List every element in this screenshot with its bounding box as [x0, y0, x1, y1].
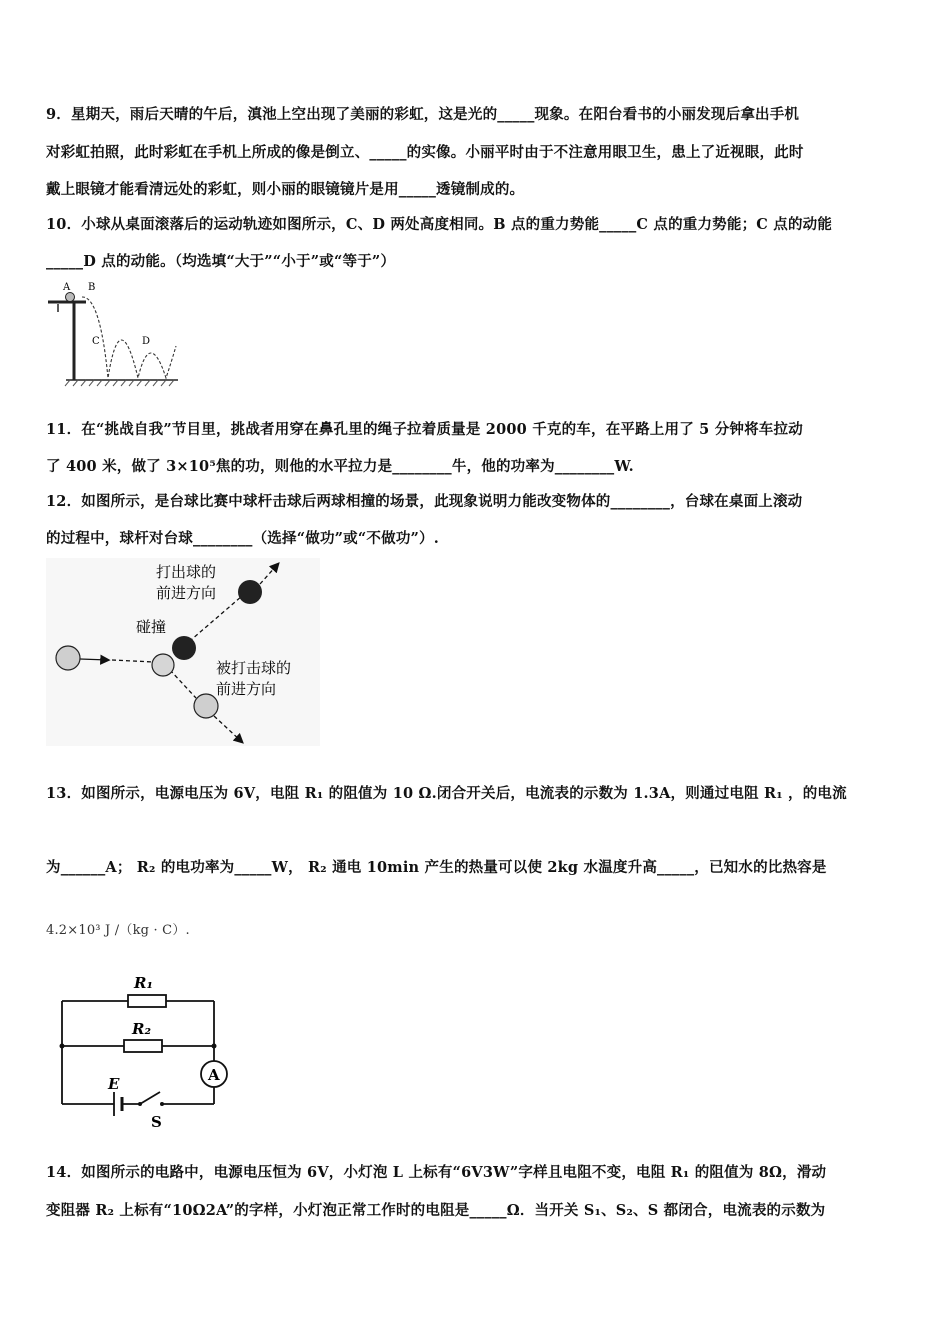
q12-line-2: 的过程中，球杆对台球________（选择“做功”或“不做功”）.	[46, 530, 440, 547]
source-label: E	[108, 1075, 120, 1093]
label-b: B	[88, 282, 96, 293]
q11-line-2: 了 400 米，做了 3×10⁵焦的功，则他的水平拉力是________牛，他的功率为________W.	[46, 458, 634, 475]
q12-line-1: 12．如图所示，是台球比赛中球杆击球后两球相撞的场景，此现象说明力能改变物体的________，台球在桌面上滚动	[46, 493, 803, 510]
q9-line-2: 对彩虹拍照，此时彩虹在手机上所成的像是倒立、_____的实像。小丽平时由于不注意用眼卫生，患上了近视眼，此时	[46, 144, 804, 161]
label-out-direction-1: 打出球的	[156, 563, 217, 581]
q14-line-2: 变阻器 R₂ 上标有“10Ω2A”的字样，小灯泡正常工作时的电阻是_____Ω．当开关 S₁、S₂、S 都闭合，电流表的示数为	[46, 1202, 826, 1219]
label-d: D	[142, 336, 151, 347]
label-hit-direction-1: 被打击球的	[216, 659, 292, 677]
ammeter-label: A	[208, 1066, 220, 1084]
label-collide: 碰撞	[136, 618, 167, 636]
label-out-direction-2: 前进方向	[156, 584, 217, 602]
r1-label: R₁	[134, 974, 154, 992]
q11-line-1: 11．在“挑战自我”节目里，挑战者用穿在鼻孔里的绳子拉着质量是 2000 千克的车，在平路上用了 5 分钟将车拉动	[46, 421, 803, 438]
r2-label: R₂	[132, 1020, 152, 1038]
q9-line-1: 9．星期天，雨后天晴的午后，滇池上空出现了美丽的彩虹，这是光的_____现象。在阳台看书的小丽发现后拿出手机	[46, 106, 800, 123]
q14-line-1: 14．如图所示的电路中，电源电压恒为 6V，小灯泡 L 上标有“6V3W”字样且电阻不变，电阻 R₁ 的阻值为 8Ω，滑动	[46, 1164, 827, 1181]
q10-trajectory-figure	[44, 280, 184, 388]
q9-line-3: 戴上眼镜才能看清远处的彩虹，则小丽的眼镜镜片是用_____透镜制成的。	[46, 181, 525, 198]
switch-label: S	[151, 1113, 162, 1131]
q13-circuit-figure	[56, 966, 236, 1134]
q13-line-2: 为______A； R₂ 的电功率为_____W， R₂ 通电 10min 产生的热量可以使 2kg 水温度升高_____，已知水的比热容是	[46, 859, 827, 876]
label-a: A	[63, 282, 71, 293]
label-c: C	[92, 336, 100, 347]
q13-line-1: 13．如图所示，电源电压为 6V，电阻 R₁ 的阻值为 10 Ω.闭合开关后，电流表的示数为 1.3A，则通过电阻 R₁ ，的电流	[46, 785, 847, 802]
q12-billiard-figure	[46, 558, 320, 746]
q10-line-1: 10．小球从桌面滚落后的运动轨迹如图所示，C、D 两处高度相同。B 点的重力势能_____C 点的重力势能；C 点的动能	[46, 216, 833, 233]
q10-line-2: _____D 点的动能。（均选填“大于”“小于”或“等于”）	[46, 253, 396, 270]
label-hit-direction-2: 前进方向	[216, 680, 277, 698]
q13-line-3: 4.2×10³ J /（kg · C）.	[46, 923, 190, 938]
